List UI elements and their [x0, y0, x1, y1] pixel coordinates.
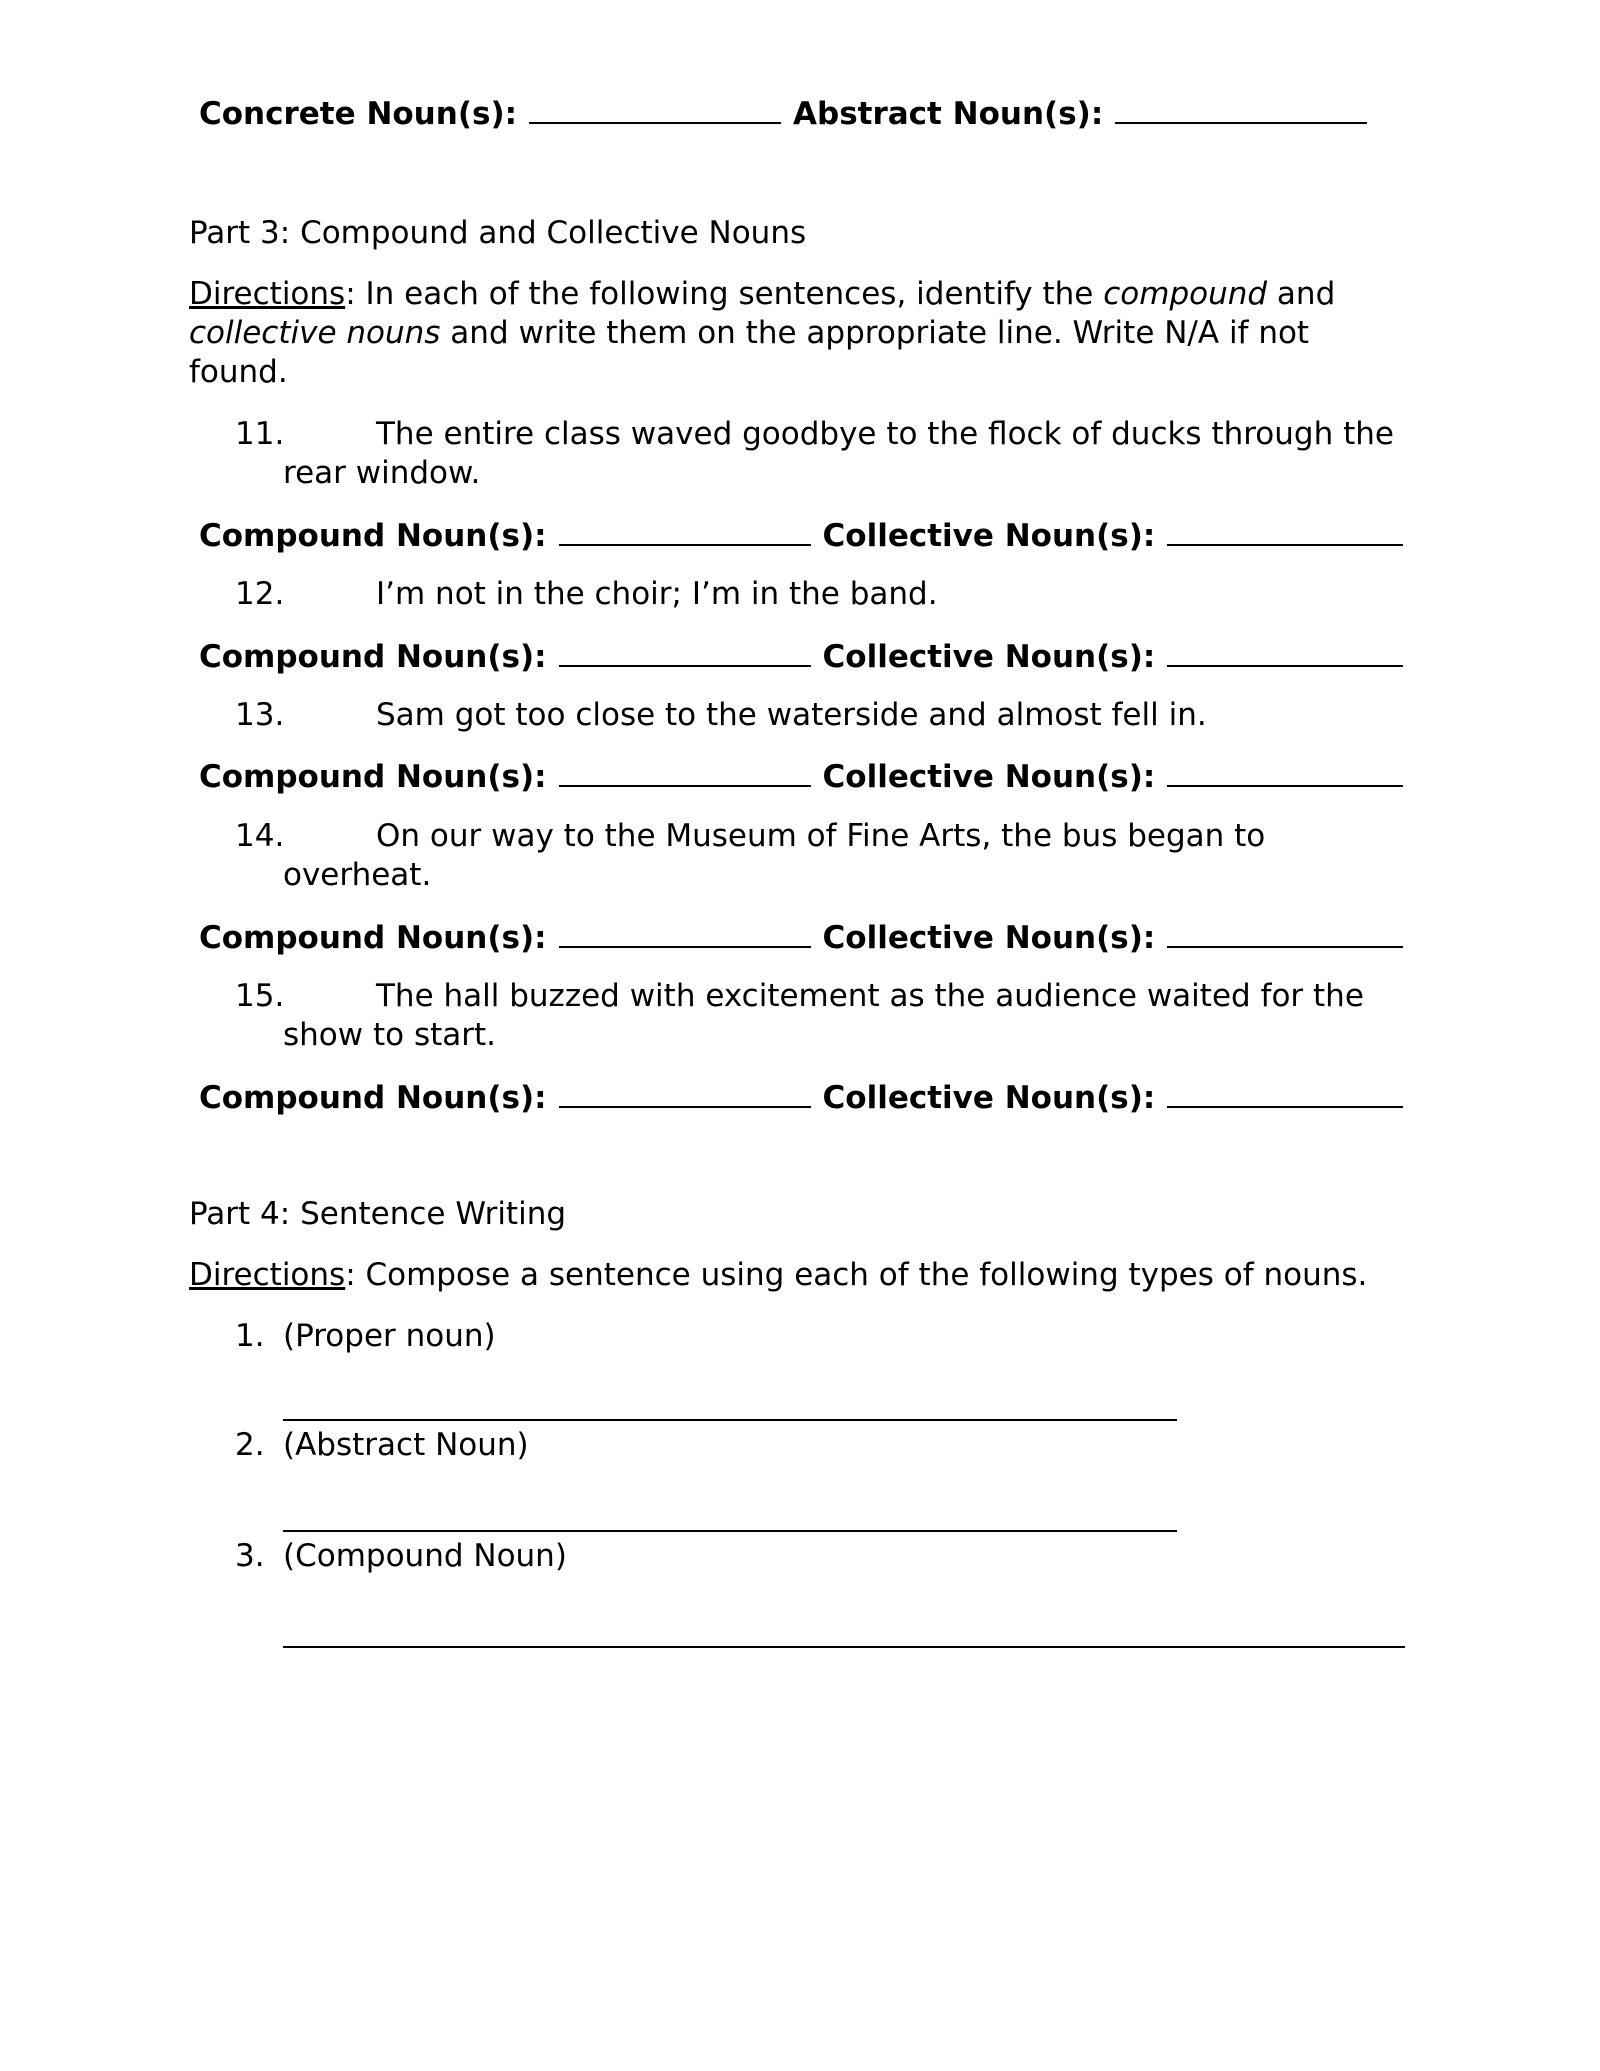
part4-directions-label: Directions [189, 1257, 346, 1293]
collective-noun-blank[interactable] [1167, 1076, 1403, 1108]
question-text: On our way to the Museum of Fine Arts, the bus began to [376, 818, 1266, 854]
answer-row [199, 755, 1403, 797]
sentence-item-number: 2. [235, 1427, 265, 1463]
abstract-noun-label: Abstract Noun(s): [793, 96, 1104, 132]
collective-noun-blank[interactable] [1167, 755, 1403, 787]
sentence-item-number: 3. [235, 1538, 265, 1574]
question-number: 13. [235, 697, 285, 733]
part3-directions-text-b: and [1267, 276, 1336, 312]
part3-directions-text-a: : In each of the following sentences, identify the [345, 276, 1104, 312]
part3-directions-text-c: and write them on the appropriate line. Write N/A if not [440, 315, 1310, 351]
part3-heading: Part 3: Compound and Collective Nouns [189, 215, 807, 251]
compound-noun-label: Compound Noun(s): [199, 518, 547, 554]
compound-emphasis: compound [1103, 276, 1268, 312]
part4-directions-text: : Compose a sentence using each of the following types of nouns. [345, 1257, 1368, 1293]
part3-directions-label: Directions [189, 276, 346, 312]
collective-noun-blank[interactable] [1167, 916, 1403, 948]
part4-directions [189, 1255, 1367, 1295]
question-text-continued: show to start. [283, 1017, 497, 1053]
collective-noun-label: Collective Noun(s): [822, 920, 1156, 956]
part3-directions-line3: found. [189, 354, 288, 390]
question-text-continued: overheat. [283, 857, 432, 893]
concrete-noun-label: Concrete Noun(s): [199, 96, 518, 132]
compound-noun-blank[interactable] [559, 1076, 811, 1108]
compound-noun-blank[interactable] [559, 635, 811, 667]
collective-noun-blank[interactable] [1167, 514, 1403, 546]
part4-heading: Part 4: Sentence Writing [189, 1196, 567, 1232]
concrete-abstract-row [199, 92, 1367, 134]
answer-row [199, 916, 1403, 958]
abstract-noun-answer-line[interactable] [283, 1530, 1177, 1532]
collective-nouns-emphasis: collective nouns [189, 315, 441, 351]
compound-noun-label: Compound Noun(s): [199, 920, 547, 956]
compound-noun-label: Compound Noun(s): [199, 1080, 547, 1116]
collective-noun-label: Collective Noun(s): [822, 1080, 1156, 1116]
question-text: The entire class waved goodbye to the flock of ducks through the [376, 416, 1394, 452]
question-number: 15. [235, 978, 285, 1014]
collective-noun-blank[interactable] [1167, 635, 1403, 667]
concrete-noun-blank[interactable] [529, 92, 781, 124]
compound-noun-blank[interactable] [559, 755, 811, 787]
compound-noun-label: Compound Noun(s): [199, 759, 547, 795]
compound-noun-blank[interactable] [559, 916, 811, 948]
answer-row [199, 635, 1403, 677]
sentence-item-number: 1. [235, 1318, 265, 1354]
question-text: Sam got too close to the waterside and almost fell in. [376, 697, 1207, 733]
sentence-item-label: (Compound Noun) [283, 1538, 567, 1574]
question-text: The hall buzzed with excitement as the audience waited for the [376, 978, 1364, 1014]
proper-noun-answer-line[interactable] [283, 1419, 1177, 1421]
sentence-item-label: (Proper noun) [283, 1318, 496, 1354]
abstract-noun-blank[interactable] [1115, 92, 1367, 124]
question-text: I’m not in the choir; I’m in the band. [376, 576, 938, 612]
question-number: 14. [235, 818, 285, 854]
question-number: 12. [235, 576, 285, 612]
collective-noun-label: Collective Noun(s): [822, 518, 1156, 554]
answer-row [199, 514, 1403, 556]
question-text-continued: rear window. [283, 455, 481, 491]
compound-noun-blank[interactable] [559, 514, 811, 546]
collective-noun-label: Collective Noun(s): [822, 639, 1156, 675]
part3-directions-line1 [189, 274, 1335, 314]
part3-directions-line2 [189, 313, 1309, 353]
question-number: 11. [235, 416, 285, 452]
collective-noun-label: Collective Noun(s): [822, 759, 1156, 795]
compound-noun-label: Compound Noun(s): [199, 639, 547, 675]
compound-noun-answer-line[interactable] [283, 1646, 1405, 1648]
answer-row [199, 1076, 1403, 1118]
sentence-item-label: (Abstract Noun) [283, 1427, 529, 1463]
